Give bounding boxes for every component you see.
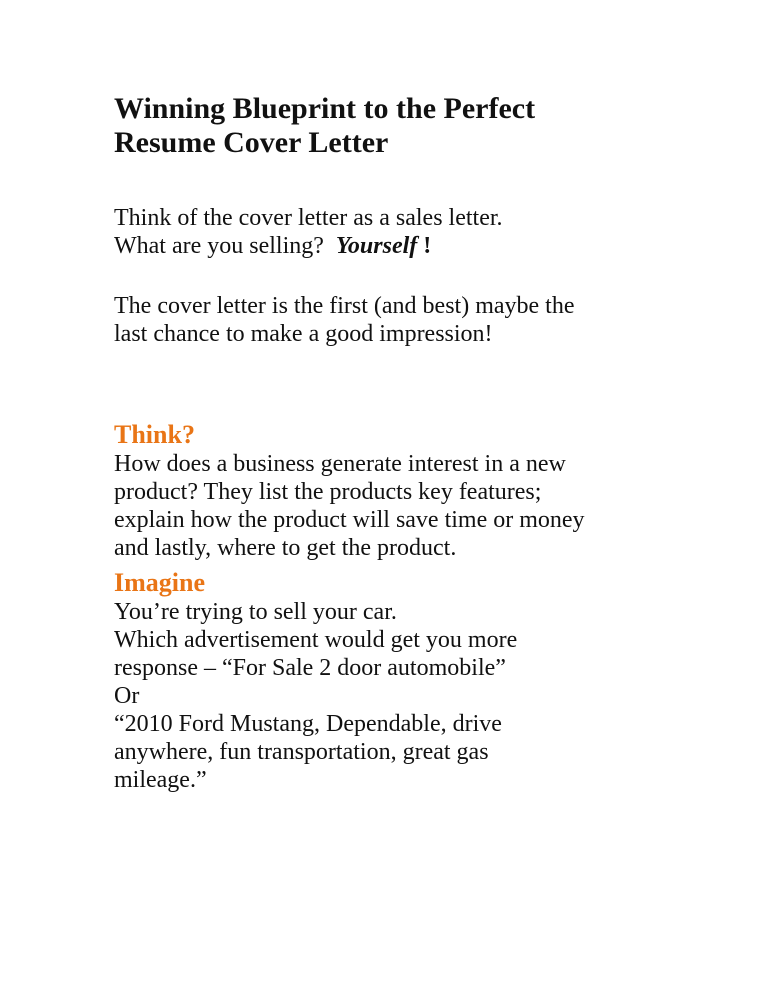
intro-emphasis: Yourself — [335, 233, 418, 259]
imagine-paragraph — [114, 598, 734, 794]
imagine-line: You’re trying to sell your car. — [114, 599, 397, 625]
imagine-line: response – “For Sale 2 door automobile” — [114, 655, 506, 681]
think-heading: Think? — [114, 420, 195, 449]
intro-paragraph — [114, 204, 734, 260]
title-line: Winning Blueprint to the Perfect — [114, 92, 536, 125]
think-line: and lastly, where to get the product. — [114, 535, 457, 561]
intro-question: What are you selling? — [114, 233, 324, 259]
spacer — [114, 260, 734, 292]
imagine-line: Which advertisement would get you more — [114, 627, 518, 653]
imagine-line: Or — [114, 683, 140, 709]
think-line: product? They list the products key features; — [114, 479, 542, 505]
imagine-heading: Imagine — [114, 568, 205, 597]
think-paragraph — [114, 450, 734, 562]
importance-paragraph — [114, 292, 734, 348]
importance-line: last chance to make a good impression! — [114, 321, 493, 347]
intro-line: Think of the cover letter as a sales letter. — [114, 205, 503, 231]
importance-line: The cover letter is the first (and best) maybe the — [114, 293, 575, 319]
document-page — [114, 92, 734, 794]
imagine-line: anywhere, fun transportation, great gas — [114, 739, 489, 765]
spacer — [114, 348, 734, 420]
imagine-line: “2010 Ford Mustang, Dependable, drive — [114, 711, 502, 737]
think-section — [114, 420, 734, 562]
imagine-section — [114, 568, 734, 794]
intro-exclamation: ! — [423, 233, 432, 259]
intro-question-line — [114, 232, 734, 260]
title-line: Resume Cover Letter — [114, 126, 389, 159]
document-title — [114, 92, 734, 160]
imagine-line: mileage.” — [114, 767, 207, 793]
think-line: explain how the product will save time or money — [114, 507, 585, 533]
think-line: How does a business generate interest in a new — [114, 451, 566, 477]
